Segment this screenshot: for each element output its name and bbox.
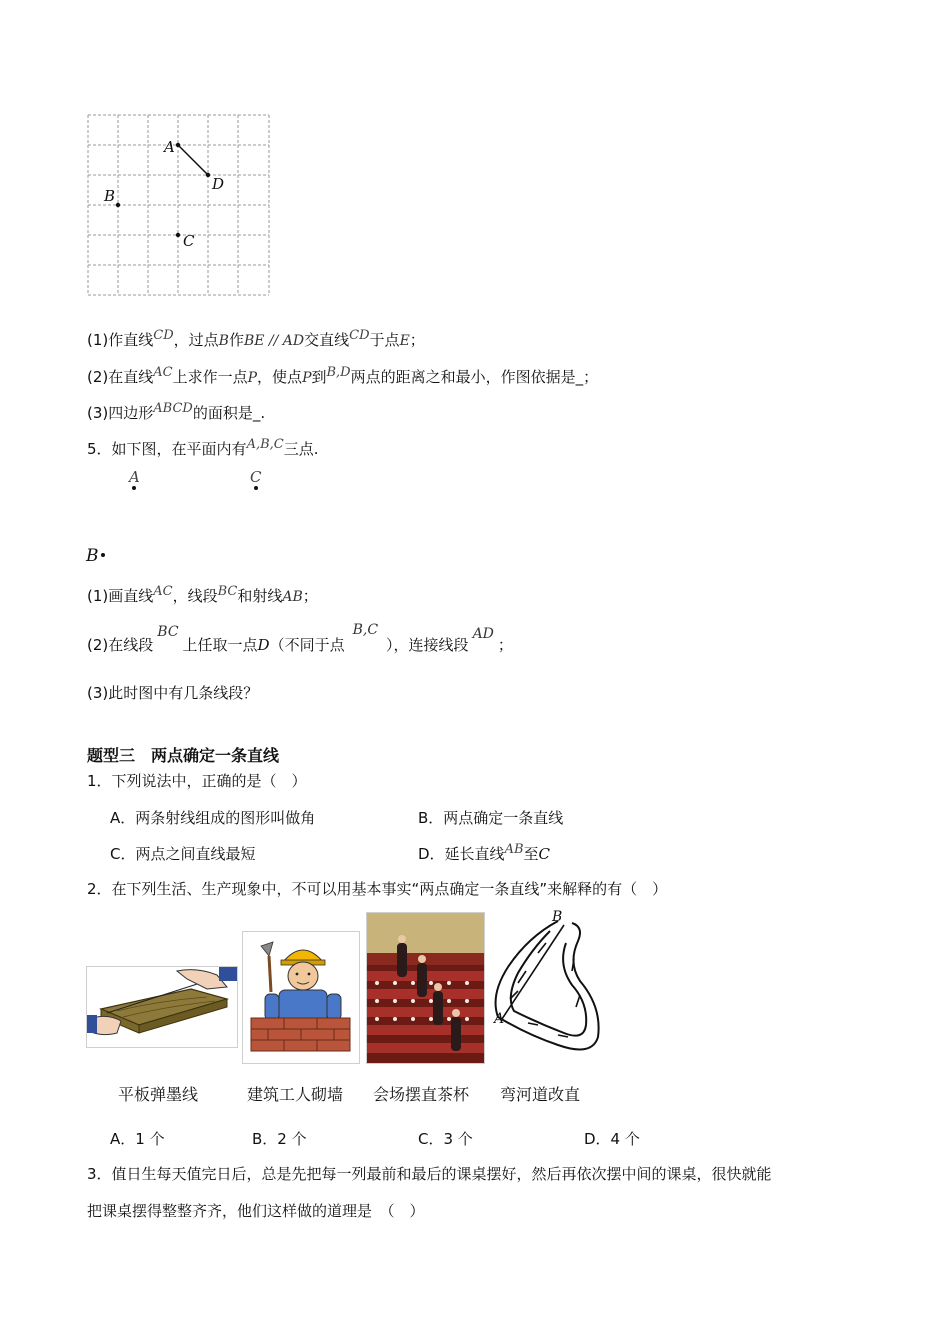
text: 作 [228,331,244,349]
label-c: C [183,232,195,250]
math: BC [157,624,179,640]
text: 至 [523,845,539,863]
label-a: A [129,468,140,486]
part-number: (1) [87,331,109,349]
text: 的面积是_. [192,404,266,422]
caption-river: 弯河道改直 [500,1085,581,1104]
point-b-dot [101,553,105,557]
q5-stem [87,439,319,461]
math: B,C [352,622,379,638]
s3-q2-option-a[interactable]: A．1 个 [110,1130,165,1148]
section-title: 题型三 两点确定一条直线 [87,746,280,765]
math: CD [349,328,370,343]
text: D．延长直线 [418,845,505,863]
label-b: B [86,546,99,566]
text: 在线段 [108,636,154,654]
s3-q1-stem: 1．下列说法中，正确的是（ ） [87,772,307,790]
s3-q2-option-c[interactable]: C．3 个 [418,1130,473,1148]
part-number: (3) [87,404,109,422]
point-b-dot [116,203,120,207]
text: 三点. [283,440,319,458]
label-c: C [250,468,262,486]
caption-board: 平板弹墨线 [118,1085,199,1104]
text: 四边形 [108,404,154,422]
point-d-dot [206,173,210,177]
math: AC [153,365,173,380]
math: BE // AD [243,333,305,349]
text: 此时图中有几条线段？ [108,684,259,702]
math: AB [504,842,524,857]
q4-part2 [87,367,598,389]
label-b: B [104,187,116,205]
river-label-a: A [494,1011,505,1027]
text: ，线段 [172,587,218,605]
point-a-dot [176,143,180,147]
q5-part3 [87,683,258,703]
text: ； [409,331,425,349]
point-a-dot [132,486,136,490]
math: BC [217,584,238,599]
q5-part2 [87,622,513,656]
label-a: A [164,138,175,156]
q5-points-figure [80,462,280,572]
part-number: (2) [87,368,109,386]
picture-bricklayer [242,931,360,1064]
river-label-b: B [552,909,563,925]
label-d: D [212,175,225,193]
text: 画直线 [108,587,154,605]
text: 交直线 [304,331,350,349]
math: E [399,333,410,349]
q5-part1 [87,586,318,608]
math: B,D [326,365,351,380]
text: 到 [311,368,327,386]
text: （不同于点 [269,636,345,654]
picture-board-ink-line [86,966,238,1048]
text: 上任取一点 [182,636,258,654]
s3-q2-option-b[interactable]: B．2 个 [252,1130,307,1148]
caption-bricklayer: 建筑工人砌墙 [247,1085,344,1104]
math: C [538,845,551,863]
part-number: (2) [87,636,109,654]
text: 如下图，在平面内有 [111,440,247,458]
s3-q3-line2: 把课桌摆得整整齐齐，他们这样做的道理是 （ ） [87,1202,425,1220]
text: 和射线 [237,587,283,605]
s3-q1-option-a[interactable]: A．两条射线组成的图形叫做角 [110,809,316,827]
math: AC [153,584,173,599]
picture-conference-teacups [366,912,485,1064]
s3-q1-option-c[interactable]: C．两点之间直线最短 [110,845,256,863]
text: 作直线 [108,331,154,349]
text: ，使点 [257,368,303,386]
s3-q3-line1: 3．值日生每天值完日后，总是先把每一列最前和最后的课桌摆好，然后再依次摆中间的课桌，很快就能 [87,1165,772,1183]
question-number: 5． [87,440,112,458]
text: ； [302,587,318,605]
math: B [218,333,229,349]
text: 在直线 [108,368,154,386]
math: CD [153,328,174,343]
text: ； [497,636,513,654]
math: A,B,C [246,437,284,452]
math: D [257,636,270,654]
text: ），连接线段 [386,636,469,654]
segment-ad [178,145,208,175]
s3-q2-stem: 2．在下列生活、生产现象中，不可以用基本事实“两点确定一条直线”来解释的有（ ） [87,880,668,898]
text: 于点 [369,331,400,349]
s3-q1-option-d[interactable] [418,843,550,864]
math: ABCD [153,401,193,416]
part-number: (3) [87,684,109,702]
q4-part1 [87,330,425,352]
s3-q2-option-d[interactable]: D．4 个 [584,1130,640,1148]
q4-part3 [87,403,265,425]
picture-river-straightening [487,906,602,1063]
grid-figure [80,108,280,303]
math: AB [282,589,303,605]
point-c-dot [254,486,258,490]
math: P [247,370,258,386]
text: 两点的距离之和最小，作图依据是_； [350,368,599,386]
text: ，过点 [173,331,219,349]
math: P [302,370,312,386]
caption-teacups: 会场摆直茶杯 [373,1085,470,1104]
point-c-dot [176,233,180,237]
math: AD [472,626,494,642]
text: 上求作一点 [172,368,248,386]
s3-q1-option-b[interactable]: B．两点确定一条直线 [418,809,564,827]
part-number: (1) [87,587,109,605]
